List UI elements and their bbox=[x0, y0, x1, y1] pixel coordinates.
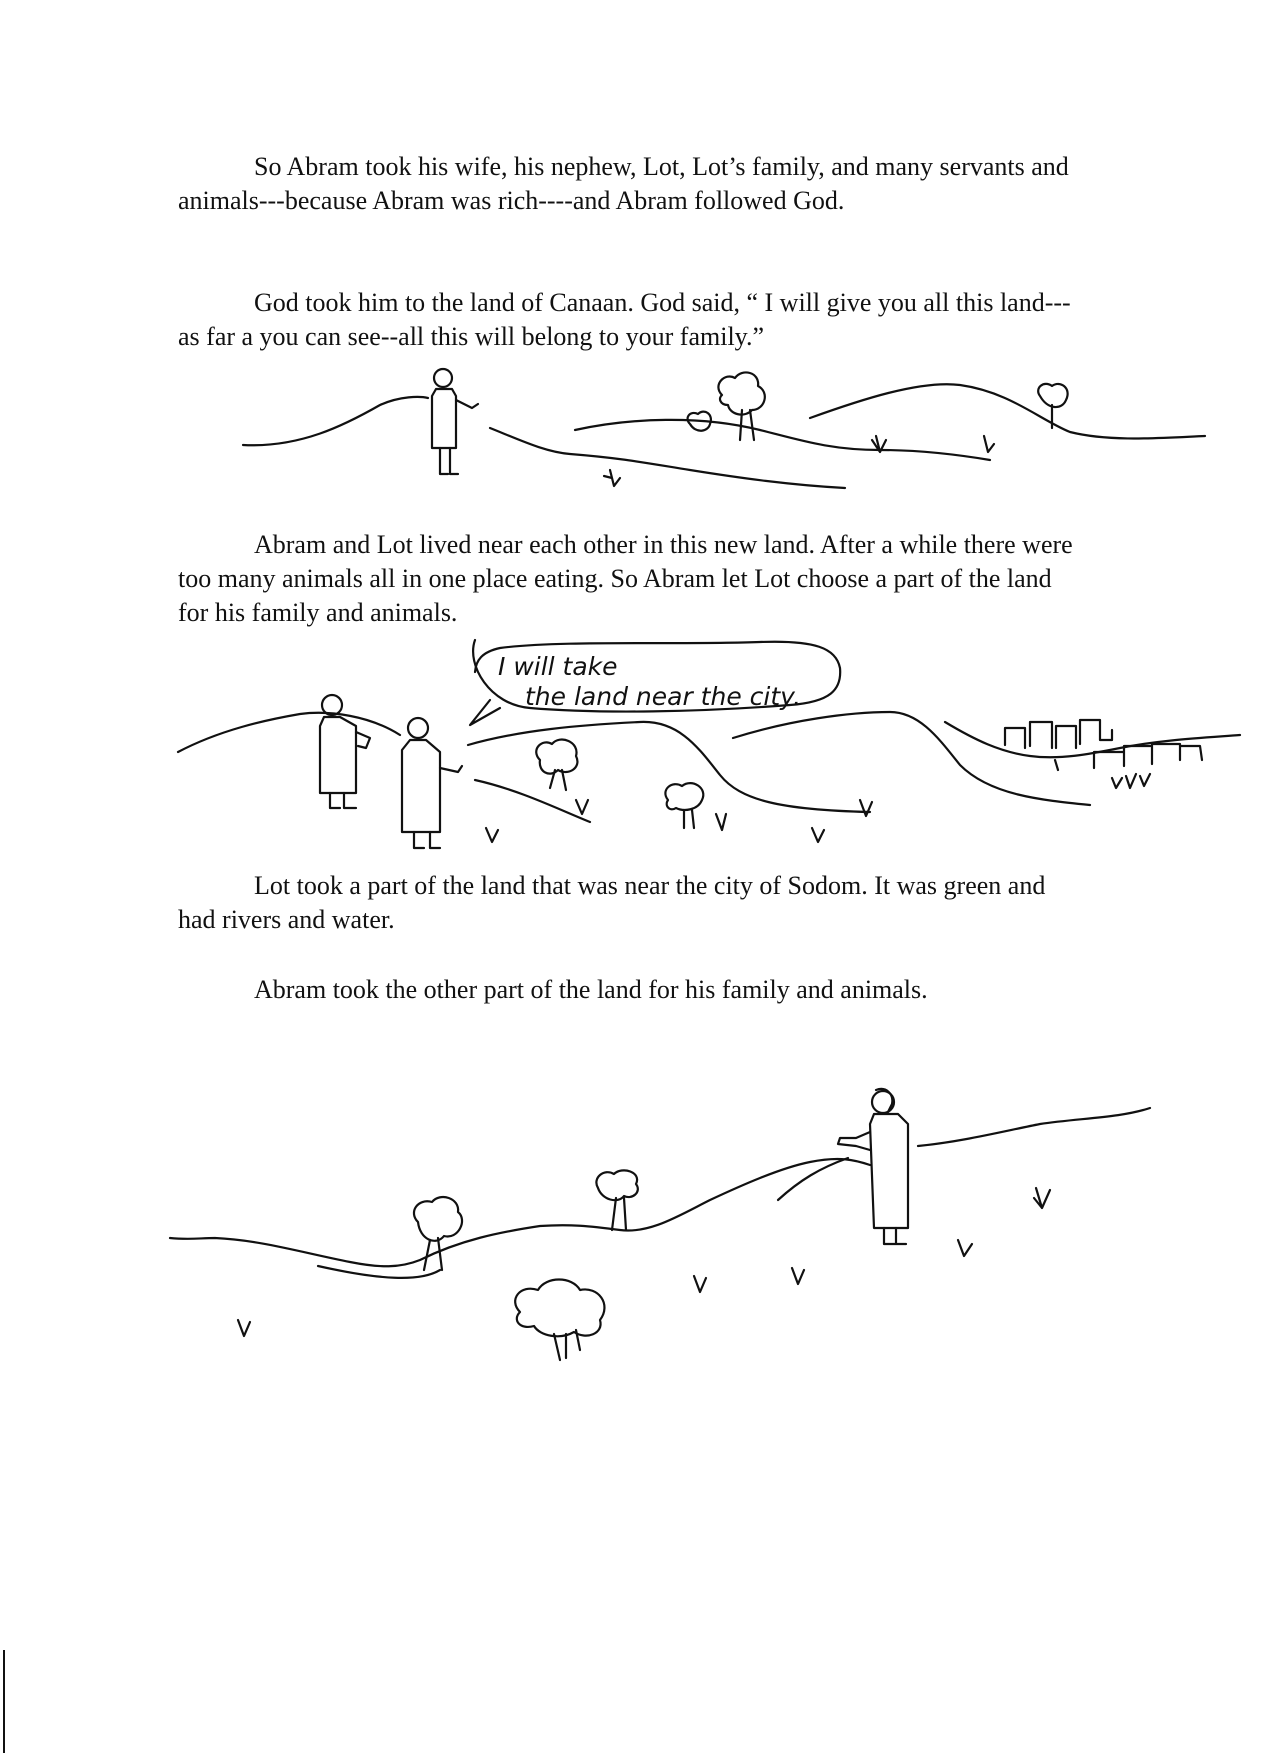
paragraph-land-of-canaan: God took him to the land of Canaan. God said, “ I will give you all this land---as far a you can see--all this will belong to your family.” bbox=[178, 288, 1071, 351]
paragraph-lot-chooses-sodom: Lot took a part of the land that was near the city of Sodom. It was green and had rivers and water. bbox=[178, 871, 1046, 934]
abram-and-lot-with-city-icon bbox=[178, 640, 1240, 848]
paragraph-abram-follows-god: So Abram took his wife, his nephew, Lot, Lot’s family, and many servants and animals---because Abram was rich----and Abram followed God. bbox=[178, 152, 1069, 215]
abram-on-hill-icon bbox=[170, 1089, 1150, 1360]
speech-bubble-line1: I will take bbox=[498, 652, 618, 681]
abram-on-hills-icon bbox=[243, 369, 1205, 488]
paragraph-too-many-animals: Abram and Lot lived near each other in this new land. After a while there were too many animals all in one place eating. So Abram let Lot choose a part of the land for his family and animals. bbox=[178, 530, 1073, 627]
paragraph-abram-other-land: Abram took the other part of the land for his family and animals. bbox=[254, 975, 928, 1004]
speech-bubble-line2: the land near the city. bbox=[525, 682, 801, 711]
